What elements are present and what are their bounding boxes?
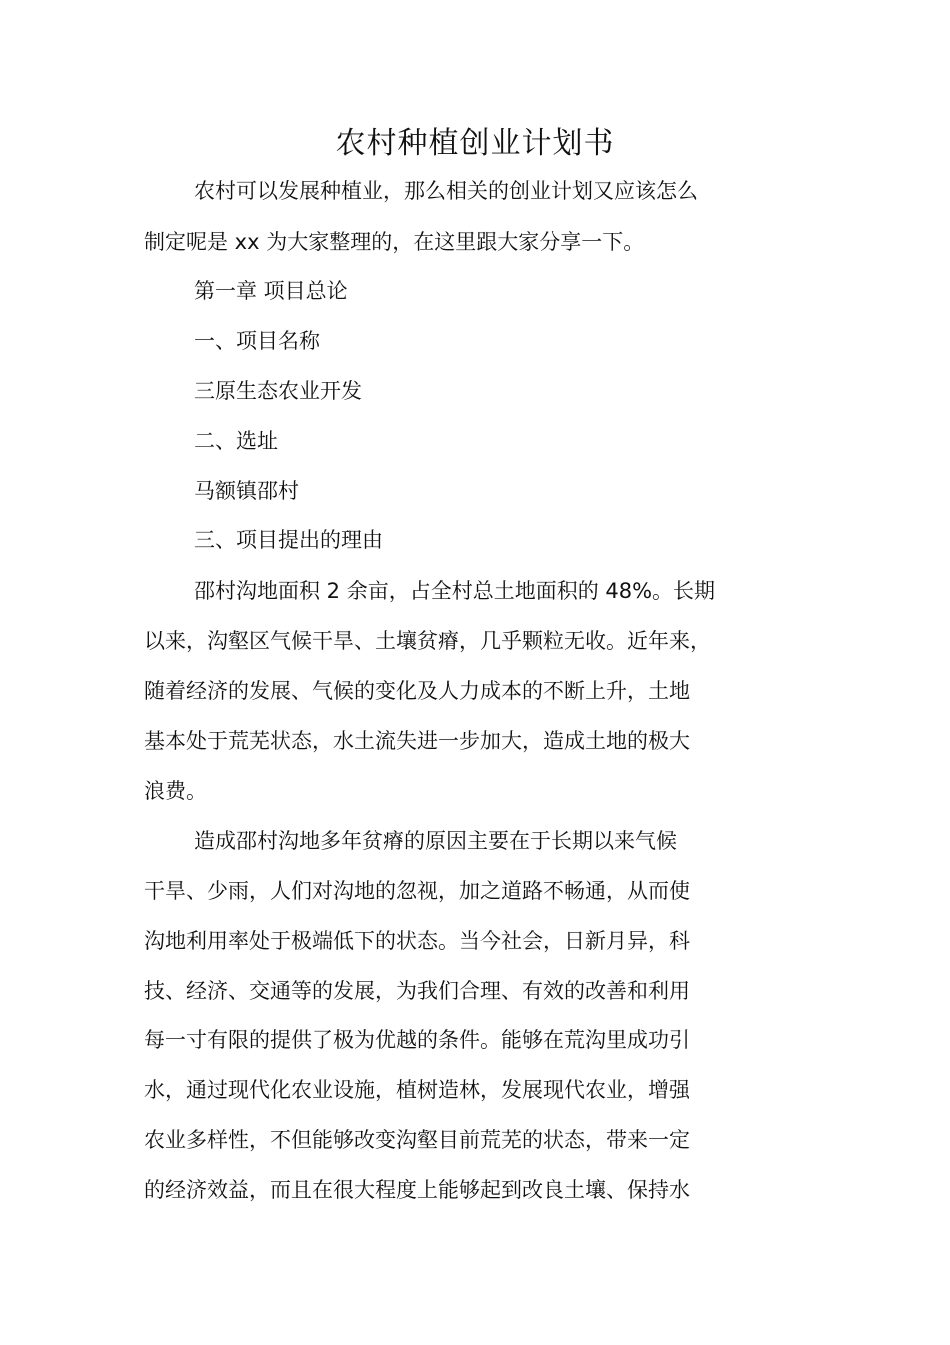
paragraph-line: 的经济效益，而且在很大程度上能够起到改良土壤、保持水 — [144, 1178, 690, 1202]
paragraph-line: 浪费。 — [144, 779, 207, 803]
section-text: 三原生态农业开发 — [194, 379, 362, 403]
paragraph-line: 制定呢是 xx 为大家整理的，在这里跟大家分享一下。 — [144, 230, 645, 254]
paragraph-line: 沟地利用率处于极端低下的状态。当今社会，日新月异，科 — [144, 929, 690, 953]
document-title: 农村种植创业计划书 — [335, 126, 615, 161]
paragraph-line: 水，通过现代化农业设施，植树造林，发展现代农业，增强 — [144, 1078, 690, 1102]
paragraph-line: 农业多样性，不但能够改变沟壑目前荒芜的状态，带来一定 — [144, 1128, 690, 1152]
paragraph-line: 随着经济的发展、气候的变化及人力成本的不断上升，土地 — [144, 679, 690, 703]
paragraph-line: 基本处于荒芜状态，水土流失进一步加大，造成土地的极大 — [144, 729, 690, 753]
section-heading: 三、项目提出的理由 — [194, 528, 383, 552]
paragraph-line: 以来，沟壑区气候干旱、土壤贫瘠，几乎颗粒无收。近年来， — [144, 629, 711, 653]
section-heading: 二、选址 — [194, 429, 278, 453]
paragraph-line: 造成邵村沟地多年贫瘠的原因主要在于长期以来气候 — [194, 829, 677, 853]
chapter-heading: 第一章 项目总论 — [194, 279, 348, 303]
paragraph-line: 邵村沟地面积 2 余亩，占全村总土地面积的 48%。长期 — [194, 579, 716, 603]
paragraph-line: 农村可以发展种植业，那么相关的创业计划又应该怎么 — [194, 179, 698, 203]
paragraph-line: 干旱、少雨，人们对沟地的忽视，加之道路不畅通，从而使 — [144, 879, 690, 903]
section-text: 马额镇邵村 — [194, 479, 299, 503]
section-heading: 一、项目名称 — [194, 329, 320, 353]
paragraph-line: 技、经济、交通等的发展，为我们合理、有效的改善和利用 — [144, 979, 690, 1003]
paragraph-line: 每一寸有限的提供了极为优越的条件。能够在荒沟里成功引 — [144, 1028, 690, 1052]
